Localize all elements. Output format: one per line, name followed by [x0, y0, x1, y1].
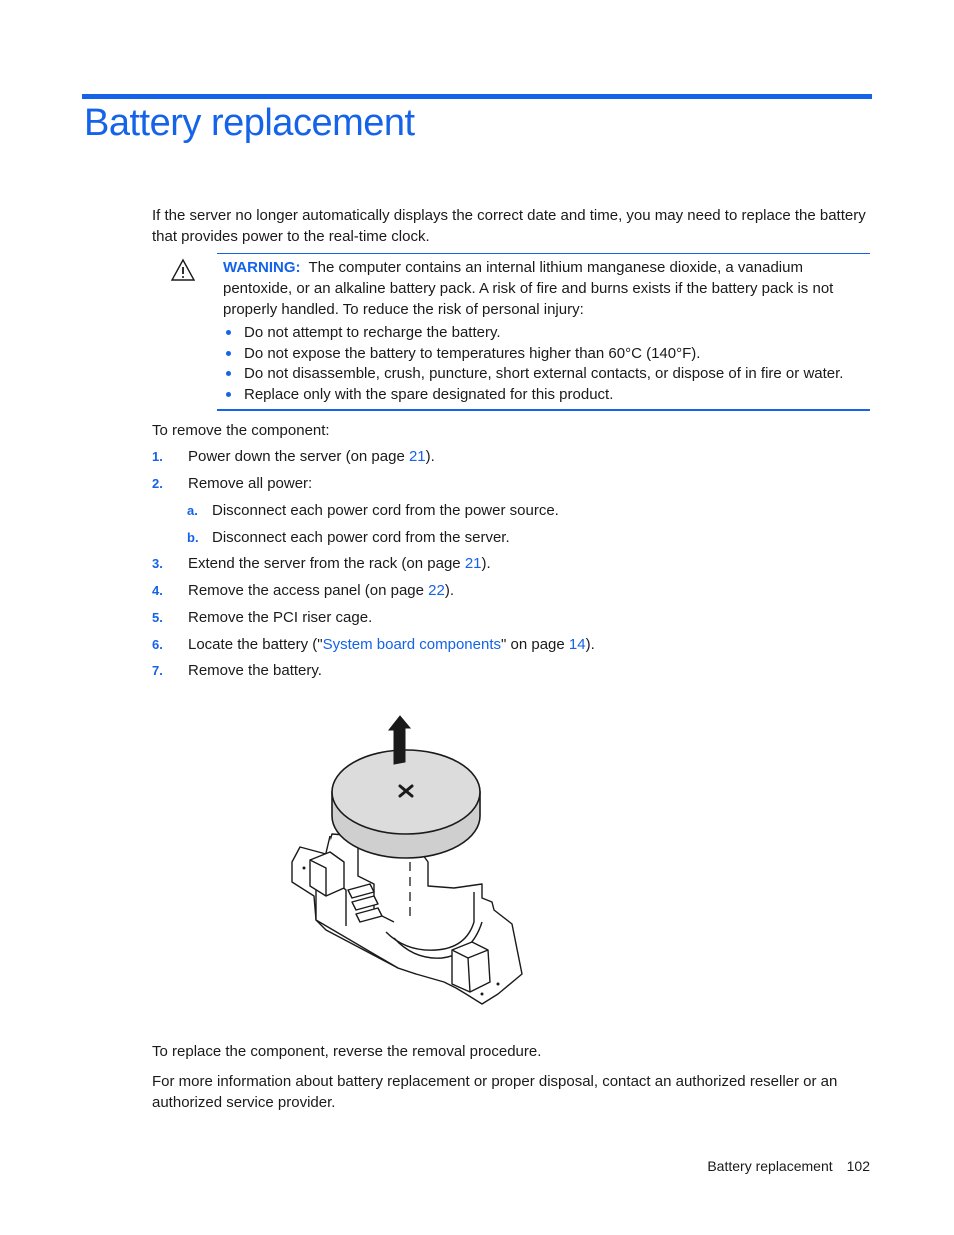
step-number: 6.	[152, 637, 163, 652]
step-number: 7.	[152, 663, 163, 678]
more-info-paragraph: For more information about battery replacement or proper disposal, contact an authorized reseller or an authorized service provider.	[152, 1073, 838, 1111]
step-text: Power down the server (on page	[188, 448, 409, 465]
step-text-end: ).	[425, 448, 435, 465]
list-item: Do not expose the battery to temperatures higher than 60°C (140°F).	[223, 343, 843, 364]
step-text: Remove the access panel (on page	[188, 582, 429, 599]
step-number: 3.	[152, 556, 163, 571]
system-board-components-link[interactable]: System board components	[322, 636, 502, 653]
step-text: Remove the PCI riser cage.	[188, 609, 373, 626]
list-item: Do not attempt to recharge the battery.	[223, 322, 843, 343]
step-text: Extend the server from the rack (on page	[188, 555, 465, 572]
page-14-link[interactable]: 14	[568, 636, 586, 653]
page-21-link[interactable]: 21	[408, 448, 426, 465]
step-text: Disconnect each power cord from the power source.	[212, 502, 559, 519]
footer-section-title: Battery replacement	[707, 1158, 833, 1174]
warning-label: WARNING:	[223, 259, 301, 276]
warning-text	[223, 257, 863, 320]
step-text-end: ).	[444, 582, 455, 599]
step-number: 4.	[152, 583, 163, 598]
step-text: Remove all power:	[188, 475, 313, 492]
step-text: Locate the battery ("	[188, 636, 323, 653]
step-text-end: ).	[585, 636, 595, 653]
step-letter: b.	[187, 530, 199, 545]
step-number: 1.	[152, 449, 163, 464]
step-letter: a.	[187, 503, 198, 518]
warning-triangle-icon	[170, 258, 196, 282]
step-text-mid: " on page	[501, 636, 569, 653]
remove-intro: To remove the component:	[152, 422, 330, 439]
warning-bullet-list	[223, 322, 843, 404]
list-item: Replace only with the spare designated for this product.	[223, 384, 843, 405]
warning-body: The computer contains an internal lithium manganese dioxide, a vanadium pentoxide, or an alkaline battery pack. A risk of fire and burns exists if the battery pack is not properly handled. To reduce the risk of personal injury:	[223, 259, 834, 318]
intro-paragraph: If the server no longer automatically displays the correct date and time, you may need to replace the battery that provides power to the real-time clock.	[152, 207, 866, 245]
title-rule	[82, 94, 872, 99]
page-title: Battery replacement	[84, 102, 415, 144]
list-item: Do not disassemble, crush, puncture, short external contacts, or dispose of in fire or water.	[223, 363, 843, 384]
step-text: Remove the battery.	[188, 662, 322, 679]
step-text: Disconnect each power cord from the server.	[212, 529, 510, 546]
page-22-link[interactable]: 22	[428, 582, 445, 599]
replace-note: To replace the component, reverse the removal procedure.	[152, 1043, 542, 1060]
page-21-link[interactable]: 21	[464, 555, 482, 572]
page-number: 102	[846, 1158, 870, 1174]
step-number: 2.	[152, 476, 163, 491]
battery-removal-illustration	[286, 712, 526, 1010]
page-footer	[707, 1158, 870, 1174]
step-number: 5.	[152, 610, 163, 625]
step-text-end: ).	[481, 555, 491, 572]
